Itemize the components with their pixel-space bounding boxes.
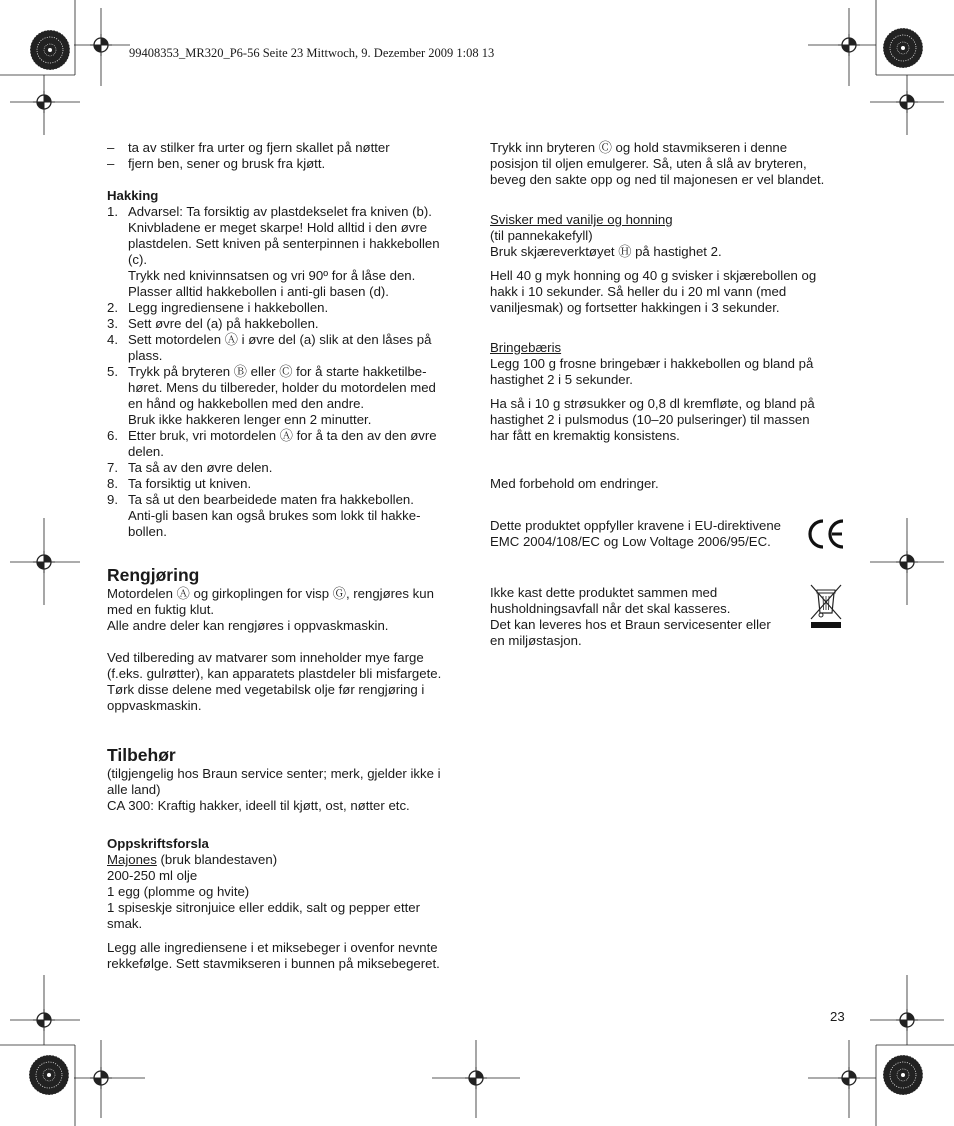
- text-line: har fått en kremaktig konsistens.: [490, 428, 680, 443]
- step-item: [107, 476, 467, 492]
- weee-text: [490, 585, 771, 649]
- text-line: Det kan leveres hos et Braun servicesenter eller: [490, 617, 771, 632]
- rengjoring-paragraph: [107, 586, 467, 634]
- text-line: en miljøstasjon.: [490, 633, 582, 648]
- text-line: en hånd og hakkebollen med den andre.: [128, 396, 365, 411]
- text-line: oppvaskmaskin.: [107, 698, 202, 713]
- text-line: Sett øvre del (a) på hakkebollen.: [128, 316, 319, 331]
- step-item: [107, 364, 467, 428]
- text-line: Ved tilbereding av matvarer som inneholder mye farge: [107, 650, 424, 665]
- step-item: [107, 428, 467, 460]
- step-number: 6.: [107, 428, 118, 443]
- text-line: Legg ingrediensene i hakkebollen.: [128, 300, 329, 315]
- text-line: 200-250 ml olje: [107, 868, 198, 883]
- recipe-title-bringebaer: Bringebæris: [490, 340, 562, 355]
- step-item: [107, 300, 467, 316]
- step-number: 4.: [107, 332, 118, 347]
- step-text: [128, 364, 436, 428]
- step-text: [128, 492, 420, 540]
- text-line: Ta så ut den bearbeidede maten fra hakkebollen.: [128, 492, 414, 507]
- step-item: [107, 492, 467, 540]
- ce-notice: [490, 518, 852, 551]
- page-number: 23: [830, 1009, 845, 1024]
- text-line: Ha så i 10 g strøsukker og 0,8 dl kremfløte, og bland på: [490, 396, 815, 411]
- text-line: delen.: [128, 444, 164, 459]
- text-line: CA 300: Kraftig hakker, ideell til kjøtt, ost, nøtter etc.: [107, 798, 410, 813]
- step-item: [107, 460, 467, 476]
- step-number: 2.: [107, 300, 118, 315]
- step-text: [128, 300, 328, 316]
- text-line: Trykk ned knivinnsatsen og vri 90º for å låse den.: [128, 268, 416, 283]
- text-line: smak.: [107, 916, 143, 931]
- disclaimer: Med forbehold om endringer.: [490, 476, 659, 491]
- majones-continued: [490, 140, 852, 188]
- hakking-steps: [107, 204, 467, 540]
- rengjoring-paragraph: [107, 650, 467, 714]
- text-line: vaniljesmak) og fortsetter hakkingen i 3 sekunder.: [490, 300, 780, 315]
- recipe-subtitle: (til pannekakefyll): [490, 228, 593, 243]
- text-line: hastighet 2 i 5 sekunder.: [490, 372, 633, 387]
- bringebaer-text: [490, 396, 852, 444]
- text-line: Trykk inn bryteren Ⓒ og hold stavmikseren i denne: [490, 140, 788, 155]
- step-number: 7.: [107, 460, 118, 475]
- text-line: Tørk disse delene med vegetabilsk olje før rengjøring i: [107, 682, 425, 697]
- section-title-hakking: Hakking: [107, 188, 159, 203]
- text-line: posisjon til oljen emulgerer. Så, uten å slå av bryteren,: [490, 156, 807, 171]
- list-item: – ta av stilker fra urter og fjern skallet på nøtter: [107, 140, 390, 155]
- step-text: [128, 204, 440, 300]
- list-item: – fjern ben, sener og brusk fra kjøtt.: [107, 156, 326, 171]
- text-line: (tilgjengelig hos Braun service senter; merk, gjelder ikke i: [107, 766, 441, 781]
- text-line: plastdelen. Sett kniven på senterpinnen i hakkebollen: [128, 236, 440, 251]
- ce-mark-icon: [806, 517, 846, 551]
- section-title-oppskrift: Oppskriftsforsla: [107, 836, 209, 851]
- intro-list: [107, 140, 467, 172]
- section-heading-rengjoring: Rengjøring: [107, 565, 200, 585]
- right-column: [490, 140, 852, 649]
- recipe-title-majones: Majones (bruk blandestaven): [107, 852, 278, 867]
- text-line: 1 egg (plomme og hvite): [107, 884, 250, 899]
- step-text: [128, 428, 437, 460]
- crossed-bin-icon: [808, 583, 846, 631]
- weee-notice: [490, 585, 852, 649]
- step-item: [107, 204, 467, 300]
- text-line: Anti-gli basen kan også brukes som lokk til hakke-: [128, 508, 421, 523]
- text-line: rekkefølge. Sett stavmikseren i bunnen på miksebegeret.: [107, 956, 440, 971]
- print-header: 99408353_MR320_P6-56 Seite 23 Mittwoch, 9. Dezember 2009 1:08 13: [129, 46, 495, 60]
- text-line: plass.: [128, 348, 163, 363]
- svisker-text: [490, 268, 852, 316]
- text-line: Trykk på bryteren Ⓑ eller Ⓒ for å starte hakketilbe-: [128, 364, 427, 379]
- step-text: [128, 460, 272, 476]
- text-line: (c).: [128, 252, 148, 267]
- text-line: 1 spiseskje sitronjuice eller eddik, salt og pepper etter: [107, 900, 421, 915]
- step-text: [128, 476, 251, 492]
- recipe-title-svisker: Svisker med vanilje og honning: [490, 212, 673, 227]
- text-line: hastighet 2 i pulsmodus (10–20 pulseringer) til massen: [490, 412, 810, 427]
- step-text: [128, 332, 431, 364]
- text-line: EMC 2004/108/EC og Low Voltage 2006/95/EC.: [490, 534, 771, 549]
- text-line: (f.eks. gulrøtter), kan apparatets plastdeler bli misfargete.: [107, 666, 442, 681]
- step-item: [107, 332, 467, 364]
- text-line: Sett motordelen Ⓐ i øvre del (a) slik at den låses på: [128, 332, 432, 347]
- text-line: Hell 40 g myk honning og 40 g svisker i skjærebollen og: [490, 268, 817, 283]
- text-line: beveg den sakte opp og ned til majonesen er vel blandet.: [490, 172, 825, 187]
- tilbehor-paragraph: [107, 766, 467, 814]
- text-line: Alle andre deler kan rengjøres i oppvaskmaskin.: [107, 618, 389, 633]
- step-number: 5.: [107, 364, 118, 379]
- majones-ingredients: [107, 868, 467, 932]
- step-number: 9.: [107, 492, 118, 507]
- text-line: Knivbladene er meget skarpe! Hold alltid i den øvre: [128, 220, 428, 235]
- text-line: Dette produktet oppfyller kravene i EU-direktivene: [490, 518, 782, 533]
- text-line: Advarsel: Ta forsiktig av plastdekselet fra kniven (b).: [128, 204, 432, 219]
- bringebaer-text: [490, 356, 852, 388]
- section-heading-tilbehor: Tilbehør: [107, 745, 176, 765]
- recipe-tool: Bruk skjæreverktøyet Ⓗ på hastighet 2.: [490, 244, 722, 259]
- text-line: Legg 100 g frosne bringebær i hakkebollen og bland på: [490, 356, 814, 371]
- text-line: alle land): [107, 782, 161, 797]
- majones-method: [107, 940, 467, 972]
- step-number: 3.: [107, 316, 118, 331]
- text-line: Bruk ikke hakkeren lenger enn 2 minutter.: [128, 412, 372, 427]
- text-line: husholdningsavfall når det skal kasseres.: [490, 601, 731, 616]
- text-line: hakk i 10 sekunder. Så heller du i 20 ml vann (med: [490, 284, 787, 299]
- text-line: med en fuktig klut.: [107, 602, 215, 617]
- ce-text: [490, 518, 781, 550]
- text-line: høret. Mens du tilbereder, holder du motordelen med: [128, 380, 436, 395]
- step-number: 8.: [107, 476, 118, 491]
- text-line: Legg alle ingrediensene i et miksebeger i ovenfor nevnte: [107, 940, 438, 955]
- text-line: Motordelen Ⓐ og girkoplingen for visp Ⓖ, rengjøres kun: [107, 586, 434, 601]
- step-item: [107, 316, 467, 332]
- text-line: Ikke kast dette produktet sammen med: [490, 585, 718, 600]
- step-text: [128, 316, 319, 332]
- text-line: Ta forsiktig ut kniven.: [128, 476, 252, 491]
- text-line: Plasser alltid hakkebollen i anti-gli basen (d).: [128, 284, 389, 299]
- left-column: [107, 140, 467, 972]
- text-line: Ta så av den øvre delen.: [128, 460, 273, 475]
- step-number: 1.: [107, 204, 118, 219]
- text-line: bollen.: [128, 524, 167, 539]
- text-line: Etter bruk, vri motordelen Ⓐ for å ta den av den øvre: [128, 428, 437, 443]
